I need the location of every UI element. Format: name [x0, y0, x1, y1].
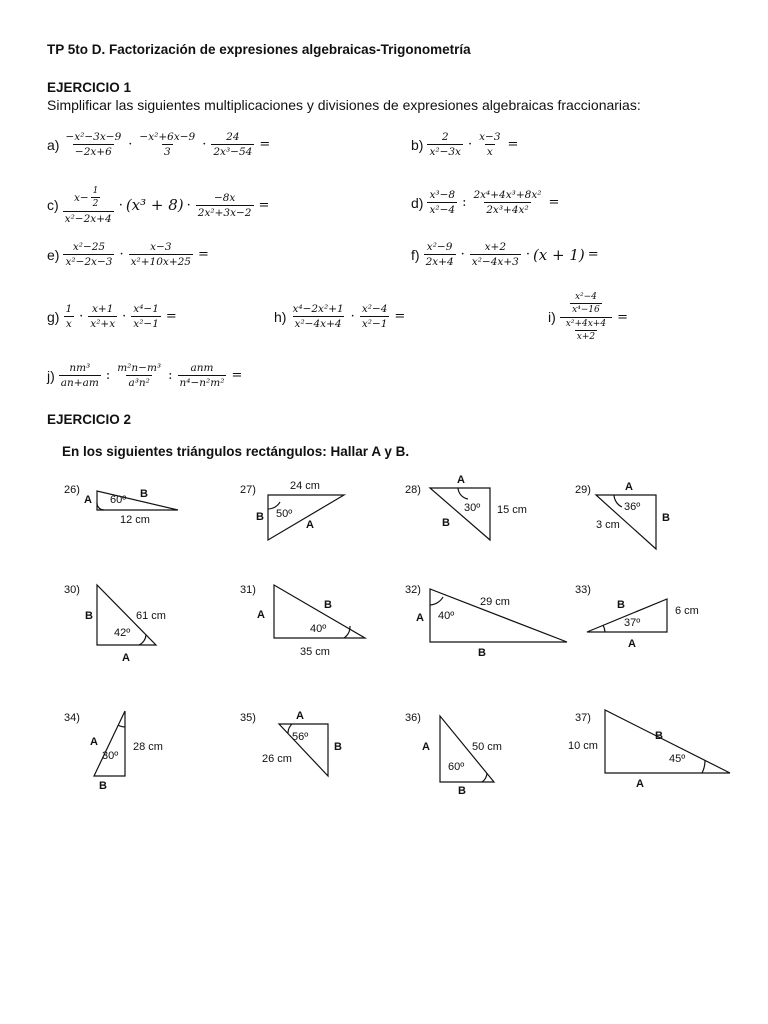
svg-text:42º: 42º — [114, 627, 131, 639]
svg-text:24 cm: 24 cm — [290, 480, 320, 492]
fraction: $\frac{x-3}{\text{x²+10x+25}}$ — [130, 241, 191, 269]
svg-text:40º: 40º — [310, 623, 327, 635]
fraction: $\frac{\text{x²−25}}{\text{x²−2x−3}}$ — [65, 241, 113, 269]
svg-text:26 cm: 26 cm — [262, 753, 292, 765]
svg-text:3 cm: 3 cm — [596, 519, 620, 531]
triangle-33 — [575, 584, 699, 650]
exercise-label: j) — [47, 367, 55, 384]
svg-text:B: B — [458, 785, 466, 797]
exercise-e: e) $\frac{\text{x²−25}}{\text{x²−2x−3}}$ · $\frac{x-3}{\text{x²+10x+25}}$ = — [47, 241, 209, 269]
svg-text:36º: 36º — [624, 501, 641, 513]
svg-text:A: A — [306, 519, 314, 531]
fraction: $\frac{\text{m²n−m³}}{\text{a³n²}}$ — [117, 362, 162, 390]
svg-text:B: B — [617, 599, 625, 611]
triangle-28 — [405, 474, 527, 540]
ejercicio-1-instruction: Simplificar las siguientes multiplicaciones y divisiones de expresiones algebraicas fraccionarias: — [47, 97, 641, 113]
svg-text:60º: 60º — [110, 494, 127, 506]
exercise-h: h) $\frac{\text{x⁴−2x²+1}}{\text{x²−4x+4}}$ · $\frac{\text{x²−4}}{\text{x²−1}}$ = — [274, 303, 406, 331]
svg-text:26): 26) — [64, 484, 80, 496]
svg-text:30º: 30º — [464, 502, 481, 514]
svg-text:29 cm: 29 cm — [480, 596, 510, 608]
triangle-34 — [64, 711, 163, 792]
fraction: $\frac{\text{−x²−3x−9}}{-2x+6}$ — [65, 131, 122, 159]
fraction: $\frac{1}{x}$ — [65, 303, 73, 331]
exercise-label: c) — [47, 197, 59, 214]
svg-text:6 cm: 6 cm — [675, 605, 699, 617]
compound-fraction: $\frac{\frac{\text{x²−4}}{\text{x⁴−16}}}{\frac{\text{x²+4x+4}}{x+2}}$ — [560, 292, 612, 342]
svg-text:B: B — [256, 511, 264, 523]
ejercicio-2-heading: EJERCICIO 2 — [47, 412, 132, 427]
svg-text:A: A — [636, 778, 644, 790]
svg-text:29): 29) — [575, 484, 591, 496]
svg-text:A: A — [422, 741, 430, 753]
svg-text:35 cm: 35 cm — [300, 646, 330, 658]
svg-text:31): 31) — [240, 584, 256, 596]
fraction: $\frac{24}{\text{2x³−54}}$ — [213, 131, 253, 159]
svg-text:A: A — [90, 736, 98, 748]
exercise-label: d) — [411, 194, 424, 211]
exercise-d: d) $\frac{\text{x³−8}}{\text{x²−4}}$ : $\frac{\text{2x⁴+4x³+8x²}}{\text{2x³+4x²}}$ = — [411, 189, 560, 217]
fraction: $\frac{\text{x⁴−1}}{\text{x²−1}}$ — [133, 303, 159, 331]
svg-text:30): 30) — [64, 584, 80, 596]
exercise-label: a) — [47, 136, 60, 153]
ejercicio-1-heading: EJERCICIO 1 — [47, 80, 132, 95]
svg-text:A: A — [457, 474, 465, 486]
exercise-i: i) $\frac{\frac{\text{x²−4}}{\text{x⁴−16}}}{\frac{\text{x²+4x+4}}{x+2}}$ = — [548, 292, 628, 343]
fraction: x− $\frac{1}{2}$ x²−2x+4 — [64, 186, 112, 225]
svg-text:B: B — [85, 610, 93, 622]
exercise-label: h) — [274, 308, 287, 325]
triangle-37 — [568, 710, 730, 790]
triangle-30 — [64, 584, 166, 664]
exercise-j: j) $\frac{\text{nm³}}{an+am}$ : $\frac{\text{m²n−m³}}{\text{a³n²}}$ : $\frac{\text{anm}}{\text{n⁴−n²m²}}$ = — [47, 362, 243, 390]
exercise-label: i) — [548, 309, 556, 326]
svg-text:B: B — [99, 780, 107, 792]
svg-text:A: A — [625, 481, 633, 493]
triangle-31 — [240, 584, 365, 658]
svg-text:37º: 37º — [624, 617, 641, 629]
exercise-a: a) $\frac{\text{−x²−3x−9}}{-2x+6}$ · $\frac{\text{−x²+6x−9}}{3}$ · $\frac{24}{\text{2x³−54}}$ = — [47, 131, 271, 159]
svg-text:60º: 60º — [448, 761, 465, 773]
fraction: $\frac{x+2}{\text{x²−4x+3}}$ — [471, 241, 519, 269]
triangles-figure — [42, 433, 732, 813]
svg-text:36): 36) — [405, 712, 421, 724]
svg-text:50 cm: 50 cm — [472, 741, 502, 753]
svg-text:10 cm: 10 cm — [568, 740, 598, 752]
svg-text:B: B — [442, 517, 450, 529]
svg-text:37): 37) — [575, 712, 591, 724]
exercise-c: c) x− $\frac{1}{2}$ x²−2x+4 · (x³ + 8) · $\frac{-8x}{\text{2x²+3x−2}}$ = — [47, 186, 270, 225]
svg-text:A: A — [257, 609, 265, 621]
triangle-35 — [240, 710, 342, 776]
svg-text:32): 32) — [405, 584, 421, 596]
fraction: $\frac{x+1}{\text{x²+x}}$ — [90, 303, 116, 331]
triangle-27 — [240, 480, 344, 540]
svg-text:28): 28) — [405, 484, 421, 496]
svg-text:35): 35) — [240, 712, 256, 724]
svg-text:30º: 30º — [102, 750, 119, 762]
svg-text:15 cm: 15 cm — [497, 504, 527, 516]
svg-text:A: A — [628, 638, 636, 650]
triangle-36 — [405, 712, 502, 797]
svg-text:61 cm: 61 cm — [136, 610, 166, 622]
triangle-26 — [64, 484, 178, 526]
triangle-29 — [575, 481, 670, 549]
fraction: $\frac{\text{x⁴−2x²+1}}{\text{x²−4x+4}}$ — [292, 303, 344, 331]
svg-text:B: B — [324, 599, 332, 611]
svg-text:33): 33) — [575, 584, 591, 596]
svg-text:B: B — [334, 741, 342, 753]
svg-text:A: A — [122, 652, 130, 664]
svg-text:40º: 40º — [438, 610, 455, 622]
svg-text:45º: 45º — [669, 753, 686, 765]
fraction: $\frac{\text{2x⁴+4x³+8x²}}{\text{2x³+4x²}}$ — [473, 189, 542, 217]
exercise-b: b) $\frac{2}{\text{x²−3x}}$ · $\frac{x-3}{x}$ = — [411, 131, 519, 159]
triangles-panel — [42, 433, 732, 813]
svg-text:27): 27) — [240, 484, 256, 496]
exercise-f: f) $\frac{\text{x²−9}}{2x+4}$ · $\frac{x+2}{\text{x²−4x+3}}$ · (x + 1) = — [411, 241, 599, 269]
fraction: $\frac{\text{x²−9}}{2x+4}$ — [425, 241, 454, 269]
svg-text:B: B — [662, 512, 670, 524]
fraction: $\frac{-8x}{\text{2x²+3x−2}}$ — [197, 191, 252, 219]
fraction: $\frac{\text{anm}}{\text{n⁴−n²m²}}$ — [179, 362, 225, 390]
exercise-g: g) $\frac{1}{x}$ · $\frac{x+1}{\text{x²+x}}$ · $\frac{\text{x⁴−1}}{\text{x²−1}}$ = — [47, 303, 177, 331]
svg-text:28 cm: 28 cm — [133, 741, 163, 753]
fraction: $\frac{2}{\text{x²−3x}}$ — [429, 131, 461, 159]
exercise-label: b) — [411, 136, 424, 153]
svg-text:B: B — [140, 488, 148, 500]
svg-text:A: A — [416, 612, 424, 624]
fraction: $\frac{\text{x³−8}}{\text{x²−4}}$ — [429, 189, 456, 217]
fraction: $\frac{x-3}{x}$ — [479, 131, 501, 159]
exercise-label: f) — [411, 246, 420, 263]
fraction: $\frac{\text{−x²+6x−9}}{3}$ — [139, 131, 196, 159]
svg-text:56º: 56º — [292, 731, 309, 743]
svg-text:B: B — [655, 730, 663, 742]
fraction: $\frac{\text{nm³}}{an+am}$ — [60, 362, 99, 390]
svg-text:B: B — [478, 647, 486, 659]
svg-text:50º: 50º — [276, 508, 293, 520]
exercise-label: e) — [47, 246, 60, 263]
panel-title: En los siguientes triángulos rectángulos: Hallar A y B. — [62, 444, 410, 459]
svg-text:34): 34) — [64, 712, 80, 724]
svg-text:A: A — [84, 494, 92, 506]
exercise-label: g) — [47, 308, 60, 325]
fraction: $\frac{\text{x²−4}}{\text{x²−1}}$ — [361, 303, 388, 331]
triangle-32 — [405, 584, 567, 659]
svg-text:A: A — [296, 710, 304, 722]
svg-text:12 cm: 12 cm — [120, 514, 150, 526]
page-title: TP 5to D. Factorización de expresiones algebraicas-Trigonometría — [47, 42, 471, 57]
